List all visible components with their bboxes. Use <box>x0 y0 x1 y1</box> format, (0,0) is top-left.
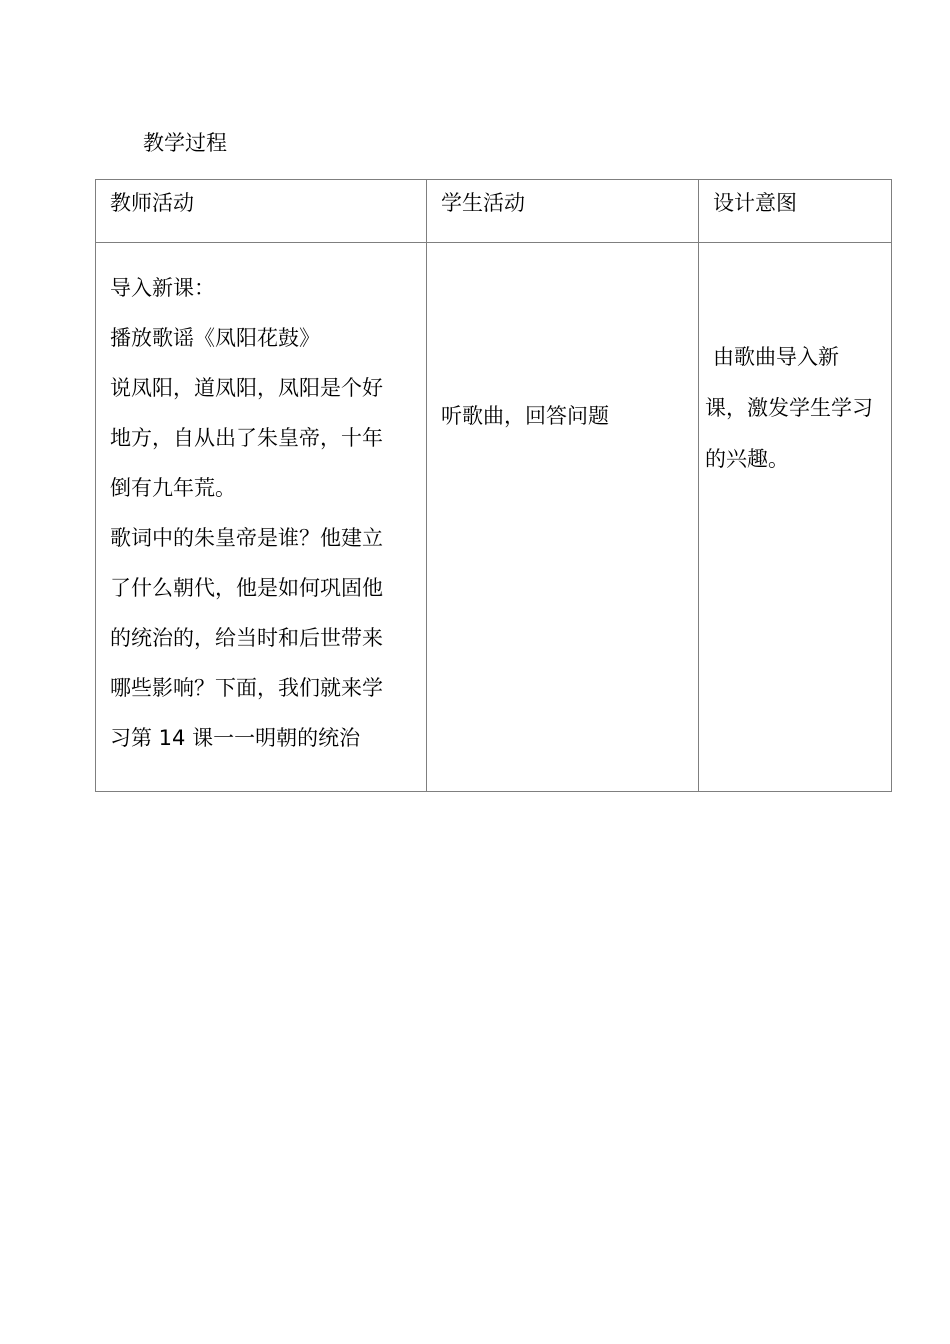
design-line: 课，激发学生学习 <box>705 396 873 420</box>
teacher-line: 的统治的，给当时和后世带来 <box>110 626 383 650</box>
teacher-line: 倒有九年荒。 <box>110 476 236 500</box>
design-line: 的兴趣。 <box>705 447 789 471</box>
table-header-row <box>96 180 892 243</box>
teacher-line: 播放歌谣《凤阳花鼓》 <box>110 326 320 350</box>
teacher-line: 地方，自从出了朱皇帝，十年 <box>110 426 383 450</box>
teacher-line: 了什么朝代，他是如何巩固他 <box>110 576 383 600</box>
student-activity-text: 听歌曲，回答问题 <box>441 404 609 428</box>
section-title: 教学过程 <box>143 131 227 155</box>
teacher-line: 歌词中的朱皇帝是谁？他建立 <box>110 526 383 550</box>
design-line: 由歌曲导入新 <box>713 345 839 369</box>
teacher-line: 说凤阳，道凤阳，凤阳是个好 <box>110 376 383 400</box>
teacher-line: 导入新课： <box>110 276 215 300</box>
teacher-line: 习第 14 课一一明朝的统治 <box>110 726 361 750</box>
cell-teacher-activity <box>96 243 427 792</box>
header-student-activity: 学生活动 <box>427 180 699 243</box>
header-teacher-activity: 教师活动 <box>96 180 427 243</box>
teacher-line: 哪些影响？下面，我们就来学 <box>110 676 383 700</box>
cell-design-intent <box>699 243 892 792</box>
cell-student-activity <box>427 243 699 792</box>
table-row <box>96 243 892 792</box>
teaching-process-table <box>95 179 892 792</box>
header-design-intent: 设计意图 <box>699 180 892 243</box>
